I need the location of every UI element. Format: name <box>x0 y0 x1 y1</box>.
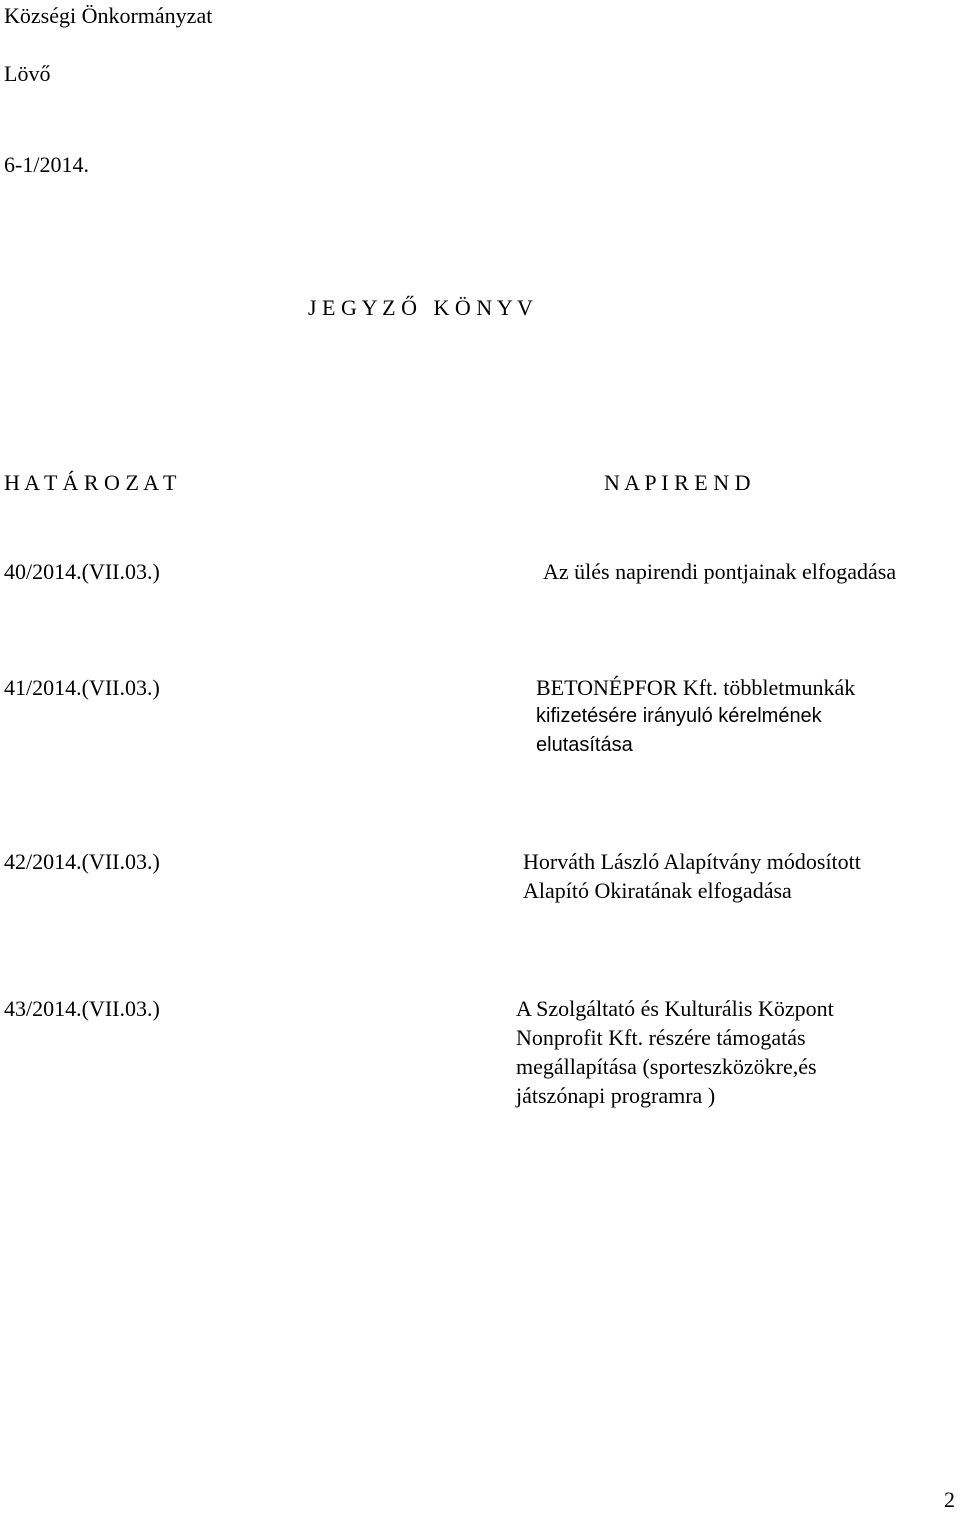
agenda-line: Alapító Okiratának elfogadása <box>523 878 792 903</box>
agenda-line: Nonprofit Kft. részére támogatás <box>516 1025 806 1050</box>
agenda-heading: N A P I R E N D <box>604 470 751 495</box>
agenda-line: Az ülés napirendi pontjainak elfogadása <box>543 559 897 584</box>
agenda-line: elutasítása <box>536 734 633 756</box>
agenda-line: megállapítása (sporteszközökre,és <box>516 1054 817 1079</box>
agenda-item <box>523 847 861 905</box>
agenda-line: játszónapi programra ) <box>516 1083 716 1108</box>
town-name: Lövő <box>4 61 51 86</box>
agenda-line: BETONÉPFOR Kft. többletmunkák <box>536 675 856 700</box>
agenda-item <box>543 557 896 586</box>
agenda-line: A Szolgáltató és Kulturális Központ <box>516 996 834 1021</box>
reference-number: 6-1/2014. <box>4 152 89 177</box>
resolution-number: 41/2014.(VII.03.) <box>4 675 160 700</box>
agenda-item <box>516 994 834 1110</box>
organization-name: Községi Önkormányzat <box>4 3 213 28</box>
agenda-line: Horváth László Alapítvány módosított <box>523 849 861 874</box>
agenda-line: kifizetésére irányuló kérelmének <box>536 705 822 727</box>
resolution-number: 40/2014.(VII.03.) <box>4 559 160 584</box>
document-title: J E G Y Z Ő K Ö N Y V <box>308 295 533 320</box>
resolution-number: 43/2014.(VII.03.) <box>4 996 160 1021</box>
resolution-heading: H A T Á R O Z A T <box>4 470 177 495</box>
resolution-number: 42/2014.(VII.03.) <box>4 849 160 874</box>
agenda-item <box>536 673 855 760</box>
page-number: 2 <box>944 1487 955 1512</box>
